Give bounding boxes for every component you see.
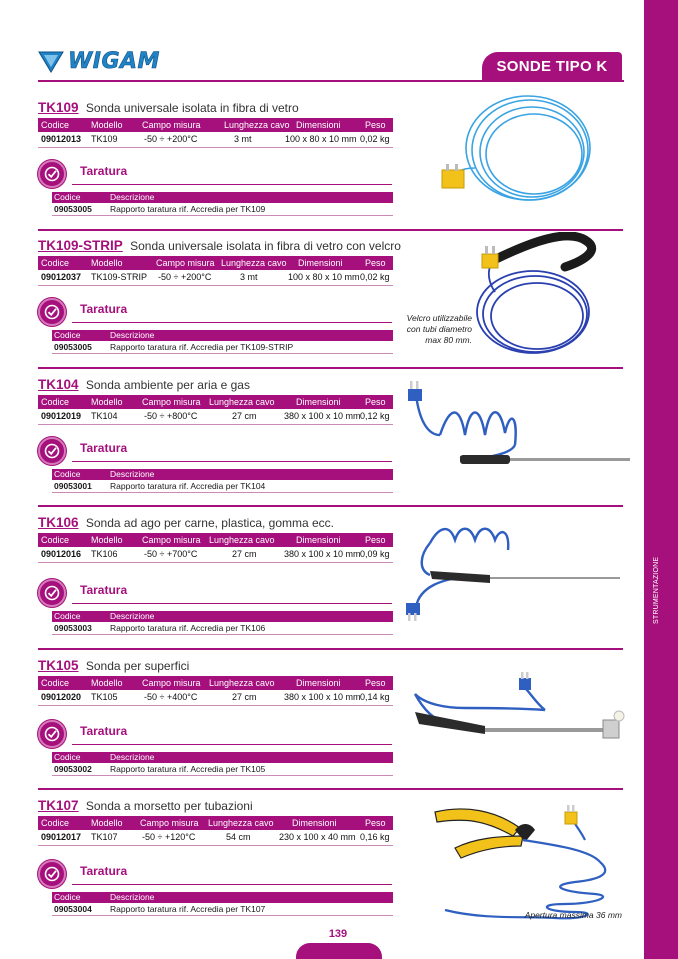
spec-data-row	[38, 830, 393, 844]
cell-dimensioni: 380 x 100 x 10 mm	[284, 411, 361, 421]
cell-peso: 0,02 kg	[360, 272, 390, 282]
check-badge-icon	[38, 298, 66, 326]
tk109-strip-probe-image	[470, 232, 610, 362]
spec-table	[38, 256, 393, 284]
header-campo: Campo misura	[140, 818, 199, 828]
spec-header-row	[38, 533, 393, 547]
header-modello: Modello	[91, 397, 123, 407]
header-peso: Peso	[365, 818, 386, 828]
cal-header-descrizione: Descrizione	[110, 611, 155, 621]
header-campo: Campo misura	[156, 258, 215, 268]
cell-codice: 09012013	[41, 134, 82, 144]
header-modello: Modello	[91, 818, 123, 828]
cell-codice: 09012017	[41, 832, 82, 842]
check-badge-icon	[38, 860, 66, 888]
cell-lunghezza: 3 mt	[240, 272, 258, 282]
cal-header-row	[52, 330, 393, 341]
calibration-table	[52, 892, 393, 915]
cal-header-codice: Codice	[54, 192, 81, 202]
header-campo: Campo misura	[142, 120, 201, 130]
cell-modello: TK105	[91, 692, 118, 702]
product-description: Sonda universale isolata in fibra di vetro	[85, 101, 299, 115]
note-line: Velcro utilizzabile	[406, 313, 472, 323]
cal-descrizione: Rapporto taratura rif. Accredia per TK109	[110, 204, 266, 214]
spec-data-row	[38, 690, 393, 704]
spec-data-row	[38, 132, 393, 146]
cell-peso: 0,14 kg	[360, 692, 390, 702]
cal-header-codice: Codice	[54, 892, 81, 902]
header-modello: Modello	[91, 258, 123, 268]
header-codice: Codice	[41, 818, 70, 828]
cal-codice: 09053001	[54, 481, 92, 491]
spec-data-row	[38, 409, 393, 423]
cal-codice: 09053005	[54, 204, 92, 214]
header-campo: Campo misura	[142, 535, 201, 545]
header-dimensioni: Dimensioni	[296, 120, 341, 130]
cal-codice: 09053004	[54, 904, 92, 914]
spec-table	[38, 676, 393, 704]
calibration-table	[52, 752, 393, 775]
taratura-label: Taratura	[80, 302, 128, 316]
cal-header-row	[52, 192, 393, 203]
cal-header-descrizione: Descrizione	[110, 469, 155, 479]
cell-lunghezza: 27 cm	[232, 549, 257, 559]
header-lunghezza: Lunghezza cavo	[209, 535, 275, 545]
cell-codice: 09012020	[41, 692, 82, 702]
spec-data-row	[38, 547, 393, 561]
header-modello: Modello	[91, 120, 123, 130]
header-lunghezza: Lunghezza cavo	[208, 818, 274, 828]
section-divider	[38, 229, 623, 231]
cell-codice: 09012016	[41, 549, 82, 559]
product-model: TK106	[38, 515, 79, 530]
cell-campo: -50 ÷ +400°C	[144, 692, 198, 702]
cal-header-row	[52, 469, 393, 480]
header-codice: Codice	[41, 535, 70, 545]
page-number: 139	[328, 928, 348, 940]
note-line: con tubi diametro	[406, 324, 472, 334]
header-lunghezza: Lunghezza cavo	[221, 258, 287, 268]
cal-header-descrizione: Descrizione	[110, 330, 155, 340]
velcro-note	[398, 313, 472, 346]
cell-peso: 0,09 kg	[360, 549, 390, 559]
clamp-opening-note: Apertura massima 36 mm	[524, 910, 622, 920]
cell-modello: TK106	[91, 549, 118, 559]
spec-table	[38, 816, 393, 844]
cell-campo: -50 ÷ +120°C	[142, 832, 196, 842]
section-divider	[38, 788, 623, 790]
cal-codice: 09053005	[54, 342, 92, 352]
header-codice: Codice	[41, 120, 70, 130]
section-divider	[38, 505, 623, 507]
cal-header-row	[52, 892, 393, 903]
header-peso: Peso	[365, 258, 386, 268]
cell-peso: 0,02 kg	[360, 134, 390, 144]
cell-campo: -50 ÷ +200°C	[144, 134, 198, 144]
calibration-table	[52, 330, 393, 353]
cell-campo: -50 ÷ +800°C	[144, 411, 198, 421]
cell-dimensioni: 380 x 100 x 10 mm	[284, 692, 361, 702]
header-codice: Codice	[41, 397, 70, 407]
cal-data-row	[52, 203, 393, 215]
check-badge-icon	[38, 720, 66, 748]
cal-header-descrizione: Descrizione	[110, 892, 155, 902]
tk106-probe-image	[400, 515, 640, 625]
product-description: Sonda ad ago per carne, plastica, gomma ecc.	[85, 516, 335, 530]
header-lunghezza: Lunghezza cavo	[209, 397, 275, 407]
product-description: Sonda universale isolata in fibra di vetro con velcro	[130, 239, 401, 253]
tk109-probe-image	[430, 88, 600, 223]
spec-header-row	[38, 256, 393, 270]
calibration-table	[52, 192, 393, 215]
cal-descrizione: Rapporto taratura rif. Accredia per TK105	[110, 764, 266, 774]
cal-header-row	[52, 752, 393, 763]
header-campo: Campo misura	[142, 397, 201, 407]
check-badge-icon	[38, 579, 66, 607]
note-line: max 80 mm.	[425, 335, 472, 345]
check-badge-icon	[38, 160, 66, 188]
cal-header-codice: Codice	[54, 611, 81, 621]
product-description: Sonda ambiente per aria e gas	[85, 378, 250, 392]
page-tab	[296, 943, 382, 959]
header-lunghezza: Lunghezza cavo	[209, 678, 275, 688]
cell-modello: TK109-STRIP	[91, 272, 148, 282]
cal-header-row	[52, 611, 393, 622]
cal-data-row	[52, 622, 393, 634]
taratura-label: Taratura	[80, 164, 128, 178]
cal-header-codice: Codice	[54, 752, 81, 762]
header-dimensioni: Dimensioni	[298, 258, 343, 268]
cal-data-row	[52, 903, 393, 915]
calibration-table	[52, 611, 393, 634]
header-dimensioni: Dimensioni	[296, 535, 341, 545]
header-dimensioni: Dimensioni	[296, 397, 341, 407]
cal-descrizione: Rapporto taratura rif. Accredia per TK107	[110, 904, 266, 914]
product-model: TK105	[38, 658, 79, 673]
cell-campo: -50 ÷ +200°C	[158, 272, 212, 282]
cal-descrizione: Rapporto taratura rif. Accredia per TK106	[110, 623, 266, 633]
tk105-probe-image	[405, 672, 635, 767]
header-lunghezza: Lunghezza cavo	[224, 120, 290, 130]
cell-dimensioni: 100 x 80 x 10 mm	[285, 134, 357, 144]
product-description: Sonda a morsetto per tubazioni	[85, 799, 253, 813]
cal-data-row	[52, 480, 393, 492]
taratura-label: Taratura	[80, 583, 128, 597]
cell-dimensioni: 100 x 80 x 10 mm	[288, 272, 360, 282]
category-badge: SONDE TIPO K	[482, 52, 622, 80]
cell-lunghezza: 27 cm	[232, 411, 257, 421]
calibration-table	[52, 469, 393, 492]
cell-lunghezza: 27 cm	[232, 692, 257, 702]
section-divider	[38, 367, 623, 369]
product-model: TK107	[38, 798, 79, 813]
cell-campo: -50 ÷ +700°C	[144, 549, 198, 559]
tk104-probe-image	[400, 375, 640, 480]
header-dimensioni: Dimensioni	[292, 818, 337, 828]
product-model: TK104	[38, 377, 79, 392]
cell-lunghezza: 54 cm	[226, 832, 251, 842]
header-codice: Codice	[41, 258, 70, 268]
cell-lunghezza: 3 mt	[234, 134, 252, 144]
header-modello: Modello	[91, 535, 123, 545]
header-peso: Peso	[365, 120, 386, 130]
cal-data-row	[52, 341, 393, 353]
wigam-logo-icon	[38, 48, 64, 74]
cell-codice: 09012037	[41, 272, 82, 282]
cell-codice: 09012019	[41, 411, 82, 421]
header-peso: Peso	[365, 678, 386, 688]
header-campo: Campo misura	[142, 678, 201, 688]
header-dimensioni: Dimensioni	[296, 678, 341, 688]
cell-modello: TK109	[91, 134, 118, 144]
check-badge-icon	[38, 437, 66, 465]
cell-peso: 0,16 kg	[360, 832, 390, 842]
side-section-label: STRUMENTAZIONE	[653, 556, 660, 624]
brand-name: WIGAM	[68, 48, 160, 74]
spec-data-row	[38, 270, 393, 284]
cal-descrizione: Rapporto taratura rif. Accredia per TK104	[110, 481, 266, 491]
spec-table	[38, 395, 393, 423]
brand-logo	[38, 45, 160, 77]
spec-table	[38, 118, 393, 146]
header-modello: Modello	[91, 678, 123, 688]
cal-header-codice: Codice	[54, 469, 81, 479]
cal-header-descrizione: Descrizione	[110, 192, 155, 202]
cal-codice: 09053003	[54, 623, 92, 633]
cal-codice: 09053002	[54, 764, 92, 774]
taratura-label: Taratura	[80, 724, 128, 738]
tk107-probe-image	[425, 800, 625, 925]
product-description: Sonda per superfici	[85, 659, 190, 673]
header-codice: Codice	[41, 678, 70, 688]
header-peso: Peso	[365, 397, 386, 407]
cell-peso: 0,12 kg	[360, 411, 390, 421]
side-color-bar	[644, 0, 678, 959]
header-divider	[38, 80, 624, 82]
header-peso: Peso	[365, 535, 386, 545]
cal-data-row	[52, 763, 393, 775]
spec-header-row	[38, 816, 393, 830]
taratura-label: Taratura	[80, 441, 128, 455]
product-model: TK109-STRIP	[38, 238, 123, 253]
spec-header-row	[38, 676, 393, 690]
product-model: TK109	[38, 100, 79, 115]
cell-modello: TK104	[91, 411, 118, 421]
cell-dimensioni: 380 x 100 x 10 mm	[284, 549, 361, 559]
cal-descrizione: Rapporto taratura rif. Accredia per TK109-STRIP	[110, 342, 294, 352]
spec-table	[38, 533, 393, 561]
spec-header-row	[38, 395, 393, 409]
cal-header-codice: Codice	[54, 330, 81, 340]
taratura-label: Taratura	[80, 864, 128, 878]
cell-dimensioni: 230 x 100 x 40 mm	[279, 832, 356, 842]
spec-header-row	[38, 118, 393, 132]
cell-modello: TK107	[91, 832, 118, 842]
cal-header-descrizione: Descrizione	[110, 752, 155, 762]
section-divider	[38, 648, 623, 650]
